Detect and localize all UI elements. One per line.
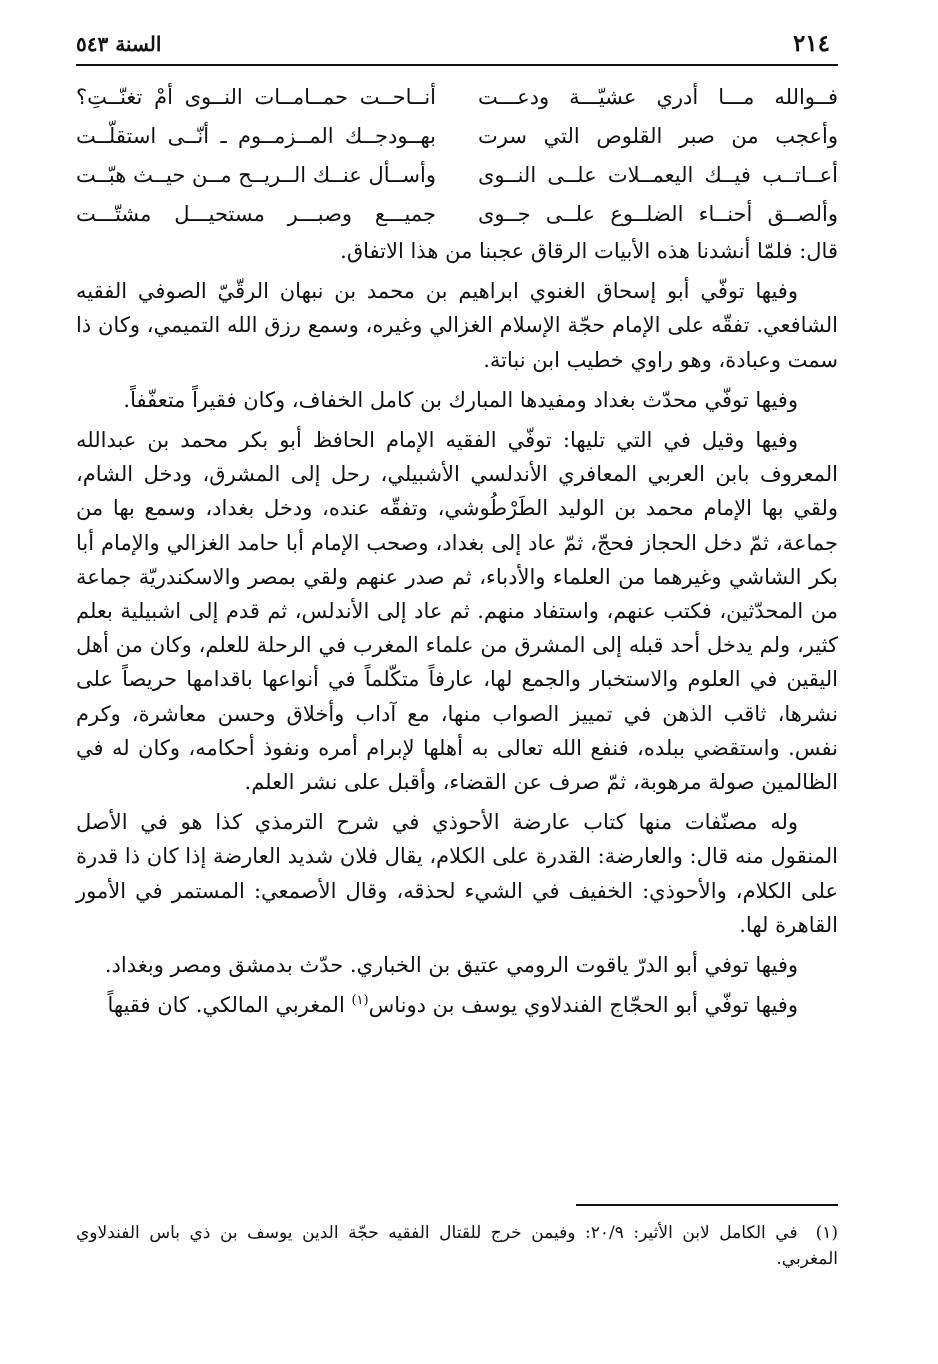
body-text: [76, 234, 838, 1022]
verse: [76, 195, 838, 234]
verse-second-hemistich: أنــاحــت حمــامــات النــوى أمْ تغنّــتِ؟: [76, 85, 436, 109]
paragraph: وفيها توفّي محدّث بغداد ومفيدها المبارك بن كامل الخفاف، وكان فقيراً متعفّفاً.: [123, 387, 798, 412]
footnote-mark: (١): [815, 1223, 838, 1243]
verse: [76, 117, 838, 156]
footnote-rule: [576, 1204, 838, 1206]
footnote-text: في الكامل لابن الأثير: ٢٠/٩: وفيمن خرج للقتال الفقيه حجّة الدين يوسف بن ذي باس الفندلاوي المغربي.: [76, 1223, 838, 1269]
footnote: [76, 1220, 838, 1272]
page-number: ٢١٤: [792, 30, 830, 57]
book-page: [76, 28, 838, 1269]
verse-second-hemistich: وأســأل عنــك الــريــح مــن حيــث هبّــت: [76, 163, 436, 187]
paragraph: وفيها توفي أبو الدرّ ياقوت الرومي عتيق بن الخباري. حدّث بدمشق ومصر وبغداد.: [104, 953, 798, 978]
paragraph: وفيها وقيل في التي تليها: توفّي الفقيه الإمام الحافظ أبو بكر محمد بن عبدالله المعروف بابن العربي المعافري الأندلسي الأشبيلي، رحل إلى المشرق، ودخل الشام، ولقي بها الإمام محمد بن الوليد الطَرْطُوشي، وتفقّه عنده، ودخل بغداد، وسمع بها من جماعة، ثمّ دخل الحجاز فحجّ، ثمّ عاد إلى بغداد، وصحب الإمام أبا حامد الغزالي والإمام أبا بكر الشاشي وغيرهما من العلماء والأدباء، ثم صدر عنهم ولقي بمصر والاسكندريّة جماعة من المحدّثين، فكتب عنهم، واستفاد منهم. ثم عاد إلى الأندلس، ثم قدم إلى اشبيلية بعلم كثير، ولم يدخل أحد قبله إلى المشرق من علماء المغرب في الرحلة للعلم، وكان من أهل اليقين في العلوم والاستخبار والجمع لها، عارفاً متكّلماً في أنواعها باقدامها حريصاً على نشرها، ثاقب الذهن في تمييز الصواب منها، مع آداب وأخلاق وحسن معاشرة، وكرم نفس. واستقضي ببلده، فنفع الله تعالى به أهلها لإبرام أمره ونفوذ أحكامه، وكان له في الظالمين صولة مرهوبة، ثمّ صرف عن القضاء، وأقبل على نشر العلم.: [76, 428, 838, 795]
verse: [76, 156, 838, 195]
paragraph: وله مصنّفات منها كتاب عارضة الأحوذي في شرح الترمذي كذا هو في الأصل المنقول منه قال: والعارضة: القدرة على الكلام، يقال فلان شديد العارضة إذا كان ذا قدرة على الكلام، والأحوذي: الخفيف في الشيء لحذقه، وقال الأصمعي: المستمر في الأمور القاهرة لها.: [76, 810, 838, 937]
verse: [76, 78, 838, 117]
verse-first-hemistich: وألصــق أحنــاء الضلــوع علــى جــوى: [478, 202, 838, 226]
verse-first-hemistich: فــوالله مـــا أدري عشيّـــة ودعـــت: [478, 85, 838, 109]
verse-first-hemistich: أعــاتــب فيــك اليعمــلات علــى النــوى: [478, 163, 838, 187]
poem: [76, 78, 838, 234]
verse-first-hemistich: وأعجب من صبر القلوص التي سرت: [478, 124, 838, 148]
verse-second-hemistich: بهــودجــك المــزمــوم ـ أنّــى استقلّــت: [76, 124, 436, 148]
paragraph: قال: فلمّا أنشدنا هذه الأبيات الرقاق عجبنا من هذا الاتفاق.: [340, 239, 838, 263]
paragraph: وفيها توفّي أبو إسحاق الغنوي ابراهيم بن محمد بن نبهان الرقّيّ الصوفي الفقيه الشافعي. تفقّه على الإمام حجّة الإسلام الغزالي وغيره، وسمع رزق الله التميمي، وكان ذا سمت وعبادة، وهو راوي خطيب ابن نباتة.: [76, 279, 838, 372]
footnote-reference[interactable]: (١): [351, 993, 369, 1009]
page-header: [76, 28, 838, 64]
paragraph: [76, 988, 838, 1022]
verse-second-hemistich: جميـــع وصبـــر مستحيـــل مشتّـــت: [76, 202, 436, 226]
paragraph-text: وفيها توفّي أبو الحجّاج الفندلاوي يوسف بن دوناس: [368, 993, 798, 1018]
header-rule: [76, 64, 838, 66]
running-head-year: السنة ٥٤٣: [76, 32, 162, 56]
paragraph-text: المغربي المالكي. كان فقيهاً: [107, 993, 352, 1018]
